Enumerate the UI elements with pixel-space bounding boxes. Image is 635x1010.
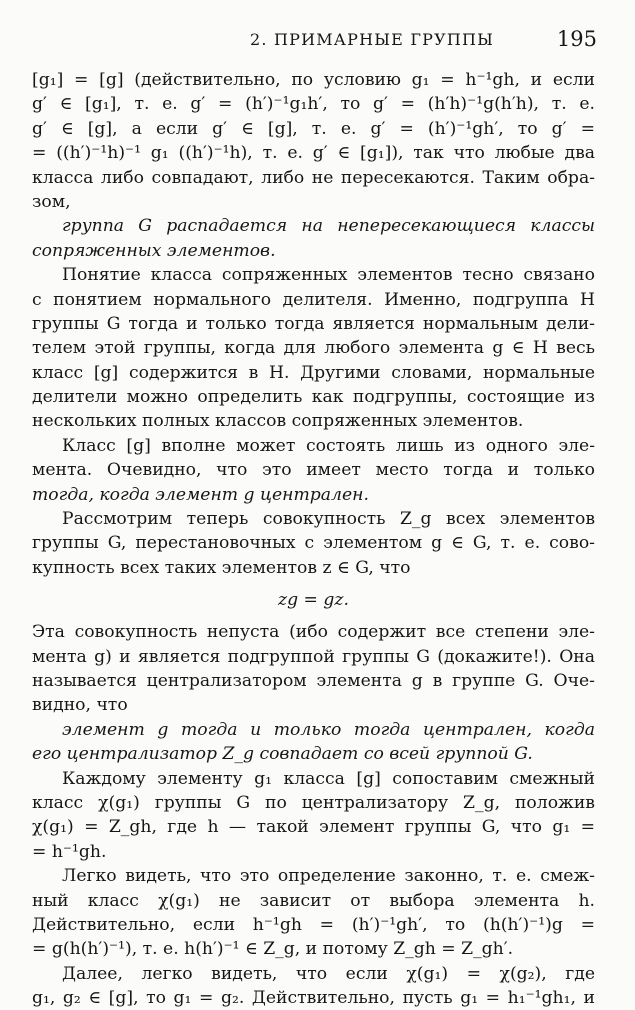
text-line: Действительно, если h⁻¹gh = (h′)⁻¹gh′, то (h(h′)⁻¹)g =	[32, 914, 595, 935]
text-line: зом,	[32, 191, 71, 212]
page-header	[32, 27, 597, 58]
text-line: класс χ(g₁) группы G по централизатору Z_g, положив	[32, 792, 595, 813]
text-line: g′ ∈ [g₁], т. е. g′ = (h′)⁻¹g₁h′, то g′ = (h′h)⁻¹g(h′h), т. е.	[32, 94, 595, 115]
text-line: [g₁] = [g] (действительно, по условию g₁ = h⁻¹gh, и если	[32, 70, 595, 90]
text-line: элемент g тогда и только тогда централен, когда	[62, 719, 595, 740]
text-line: Эта совокупность непуста (ибо содержит все степени эле-	[32, 622, 595, 643]
text-line: группы G, перестановочных с элементом g ∈ G, т. е. сово-	[32, 533, 595, 554]
text-line: называется централизатором элемента g в группе G. Оче-	[32, 670, 595, 691]
text-line: мента g) и является подгруппой группы G (докажите!). Она	[32, 646, 595, 667]
text-line: g₁, g₂ ∈ [g], то g₁ = g₂. Действительно, пусть g₁ = h₁⁻¹gh₁, и	[32, 988, 595, 1009]
page-body	[32, 68, 595, 1010]
text-line: делители можно определить как подгруппы, состоящие из	[32, 387, 595, 408]
text-line: нескольких полных классов сопряженных элементов.	[32, 411, 524, 432]
text-line: тогда, когда элемент g централен.	[32, 484, 369, 505]
text-line: Каждому элементу g₁ класса [g] сопоставим смежный	[62, 768, 595, 789]
text-line: группа G распадается на непересекающиеся классы	[62, 216, 595, 237]
text-line: видно, что	[32, 695, 128, 716]
text-line: класс [g] содержится в H. Другими словами, нормальные	[32, 362, 595, 383]
text-line: Далее, легко видеть, что если χ(g₁) = χ(g₂), где	[62, 963, 595, 984]
text-line: с понятием нормального делителя. Именно, подгруппа H	[32, 289, 595, 310]
text-line: мента. Очевидно, что это имеет место тогда и только	[32, 460, 595, 481]
text-line: класса либо совпадают, либо не пересекаются. Таким обра-	[32, 167, 595, 188]
text-line: телем этой группы, когда для любого элемента g ∈ H весь	[32, 338, 595, 359]
text-line: его централизатор Z_g совпадает со всей группой G.	[32, 744, 533, 765]
text-line: zg = gz.	[278, 590, 349, 611]
text-line: = h⁻¹gh.	[32, 841, 107, 862]
text-line: χ(g₁) = Z_gh, где h — такой элемент группы G, что g₁ =	[32, 817, 595, 838]
text-line: Понятие класса сопряженных элементов тесно связано	[62, 265, 595, 286]
running-title: 2. ПРИМАРНЫЕ ГРУППЫ	[250, 30, 495, 49]
text-line: сопряженных элементов.	[32, 240, 276, 261]
text-line: Легко видеть, что это определение законно, т. е. смеж-	[62, 866, 595, 887]
text-line: g′ ∈ [g], а если g′ ∈ [g], т. е. g′ = (h′)⁻¹gh′, то g′ =	[32, 118, 595, 139]
text-line: = g(h(h′)⁻¹), т. е. h(h′)⁻¹ ∈ Z_g, и потому Z_gh = Z_gh′.	[32, 939, 514, 960]
page-number: 195	[556, 27, 597, 51]
text-line: Рассмотрим теперь совокупность Z_g всех элементов	[62, 509, 595, 530]
text-line: = ((h′)⁻¹h)⁻¹ g₁ ((h′)⁻¹h), т. е. g′ ∈ [g₁]), так что любые два	[32, 143, 595, 164]
text-line: группы G тогда и только тогда является нормальным дели-	[32, 313, 595, 334]
text-line: купность всех таких элементов z ∈ G, что	[32, 557, 411, 578]
text-line: Класс [g] вполне может состоять лишь из одного эле-	[62, 435, 595, 456]
text-line: ный класс χ(g₁) не зависит от выбора элемента h.	[32, 890, 595, 911]
